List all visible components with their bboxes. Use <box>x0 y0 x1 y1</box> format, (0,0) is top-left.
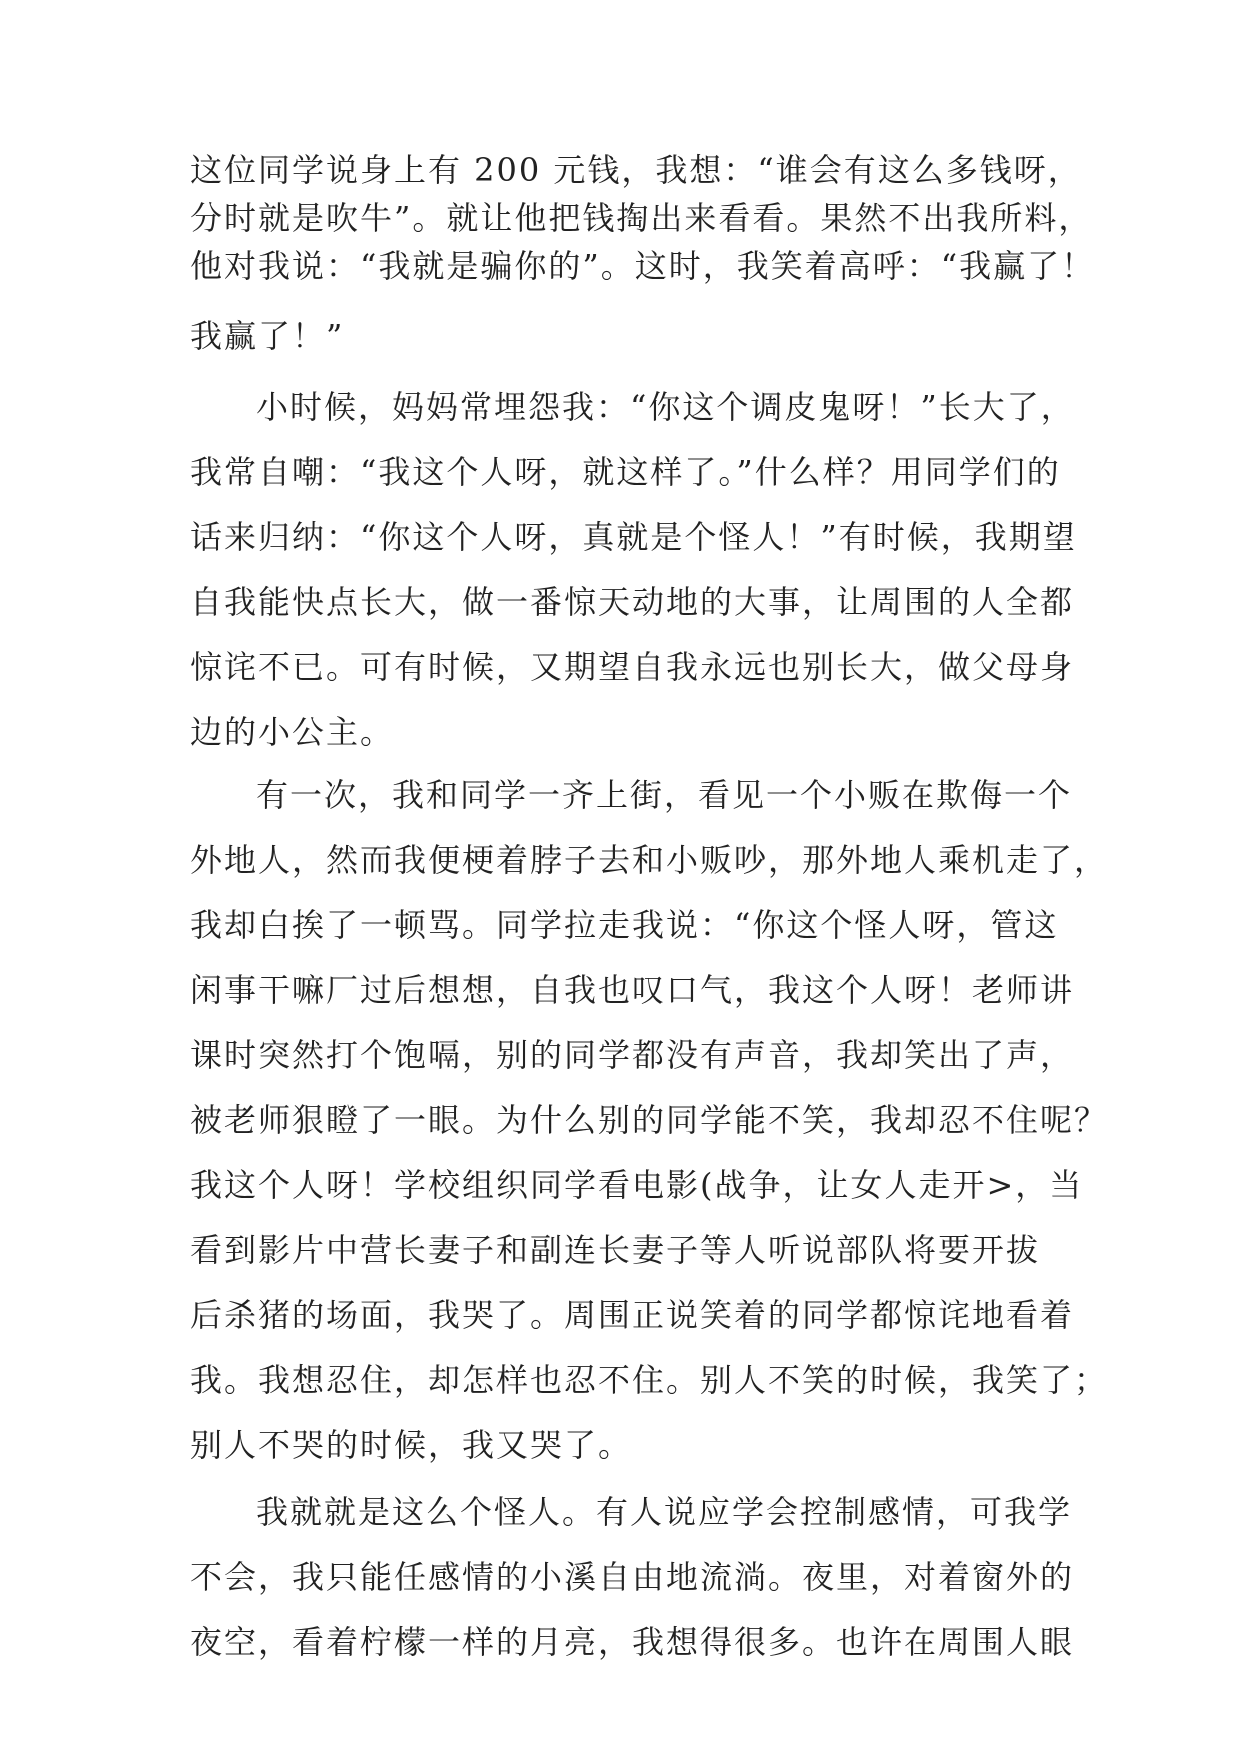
text-line: 分时就是吹牛”。就让他把钱掏出来看看。果然不出我所料， <box>190 199 1093 237</box>
text-line: 话来归纳：“你这个人呀，真就是个怪人！”有时候，我期望 <box>190 518 1077 556</box>
text-line: 夜空，看着柠檬一样的月亮，我想得很多。也许在周围人眼 <box>190 1623 1075 1661</box>
text-line: 他对我说：“我就是骗你的”。这时，我笑着高呼：“我赢了！ <box>190 247 1096 285</box>
text-line: 被老师狠瞪了一眼。为什么别的同学能不笑，我却忍不住呢？ <box>190 1101 1109 1139</box>
text-line: 别人不哭的时候，我又哭了。 <box>190 1426 633 1464</box>
paragraph-first-line: 我就就是这么个怪人。有人说应学会控制感情，可我学 <box>256 1493 1073 1531</box>
text-line: 边的小公主。 <box>190 713 395 751</box>
paragraph-first-line: 有一次，我和同学一齐上街，看见一个小贩在欺侮一个 <box>256 776 1073 814</box>
text-line: 不会，我只能任感情的小溪自由地流淌。夜里，对着窗外的 <box>190 1558 1075 1596</box>
text-line: 这位同学说身上有 200 元钱，我想：“谁会有这么多钱呀， <box>190 151 1082 189</box>
text-line: 自我能快点长大，做一番惊天动地的大事，让周围的人全都 <box>190 583 1075 621</box>
text-line: 我常自嘲：“我这个人呀，就这样了。”什么样？用同学们的 <box>190 453 1061 491</box>
text-line: 我这个人呀！学校组织同学看电影(战争，让女人走开>，当 <box>190 1166 1084 1204</box>
text-line: 闲事干嘛厂过后想想，自我也叹口气，我这个人呀！老师讲 <box>190 971 1075 1009</box>
paragraph-first-line: 小时候，妈妈常埋怨我：“你这个调皮鬼呀！”长大了， <box>256 388 1075 426</box>
text-line: 惊诧不已。可有时候，又期望自我永远也别长大，做父母身 <box>190 648 1075 686</box>
text-line: 外地人，然而我便梗着脖子去和小贩吵，那外地人乘机走了， <box>190 841 1109 879</box>
text-line: 我却白挨了一顿骂。同学拉走我说：“你这个怪人呀，管这 <box>190 906 1059 944</box>
text-line: 课时突然打个饱嗝，别的同学都没有声音，我却笑出了声， <box>190 1036 1075 1074</box>
text-line: 后杀猪的场面，我哭了。周围正说笑着的同学都惊诧地看着 <box>190 1296 1075 1334</box>
text-line: 我赢了！” <box>190 317 345 355</box>
text-line: 看到影片中营长妻子和副连长妻子等人听说部队将要开拔 <box>190 1231 1041 1269</box>
text-line: 我。我想忍住，却怎样也忍不住。别人不笑的时候，我笑了； <box>190 1361 1109 1399</box>
